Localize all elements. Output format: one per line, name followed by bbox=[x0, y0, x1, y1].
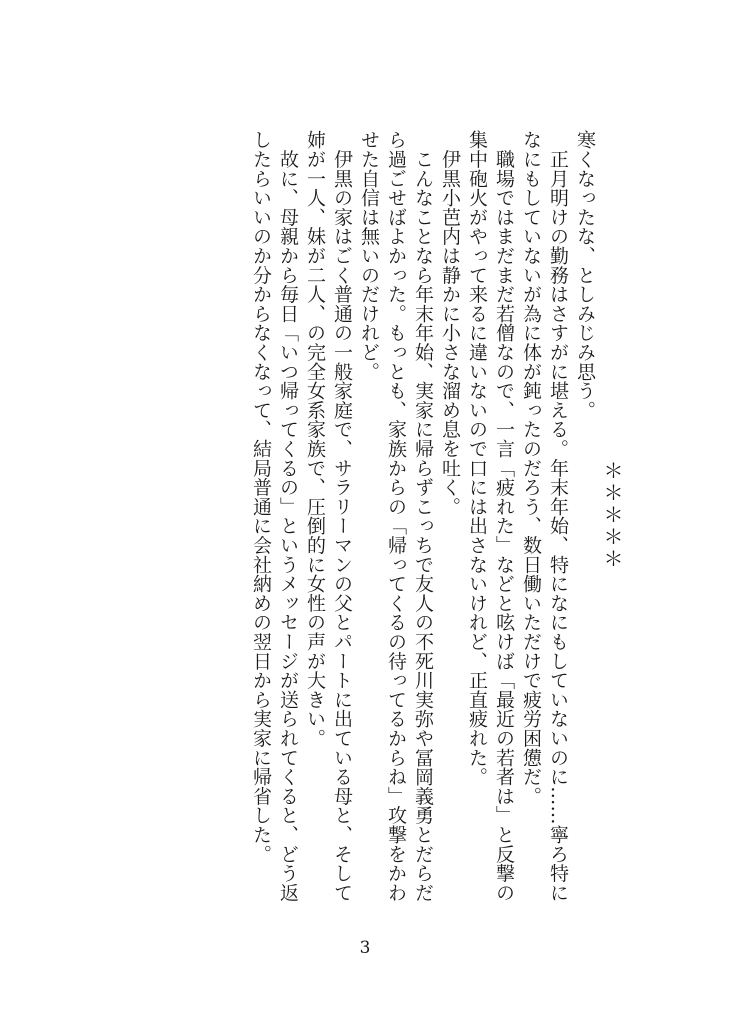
paragraph: 職場ではまだまだ若僧なので、一言「疲れた」などと呟けば「最近の若者は」と反撃の集中砲火がやって来るに違いないので口には出さないけれど、正直疲れた。 bbox=[466, 130, 515, 902]
paragraph: こんなことなら年末年始、実家に帰らずこっちで友人の不死川実弥や冨岡義勇とだらだら過ごせばよかった。もっとも、家族からの「帰ってくるの待ってるからね」攻撃をかわせた自信は無いのだけれど。 bbox=[358, 130, 434, 902]
vertical-text-body bbox=[247, 130, 625, 920]
paragraph: 正月明けの勤務はさすがに堪える。年末年始、特になにもしていないのに……寧ろ特になにもしていないが為に体が鈍ったのだろう、数日働いただけで疲労困憊だ。 bbox=[520, 130, 569, 902]
section-break-asterisks: ＊＊＊＊＊ bbox=[600, 460, 624, 570]
paragraph: 故に、母親から毎日「いつ帰ってくるの」というメッセージが送られてくると、どう返したらいいのか分からなくなって、結局普通に会社納めの翌日から実家に帰省した。 bbox=[250, 130, 299, 902]
paragraph: 寒くなったな、としみじみ思う。 bbox=[574, 130, 596, 420]
page-number: 3 bbox=[359, 938, 371, 958]
paragraph: 伊黒の家はごく普通の一般家庭で、サラリーマンの父とパートに出ている母と、そして姉が一人、妹が二人、の完全女系家族で、圧倒的に女性の声が大きい。 bbox=[304, 130, 353, 902]
paragraph: 伊黒小芭内は静かに小さな溜め息を吐く。 bbox=[439, 130, 461, 516]
